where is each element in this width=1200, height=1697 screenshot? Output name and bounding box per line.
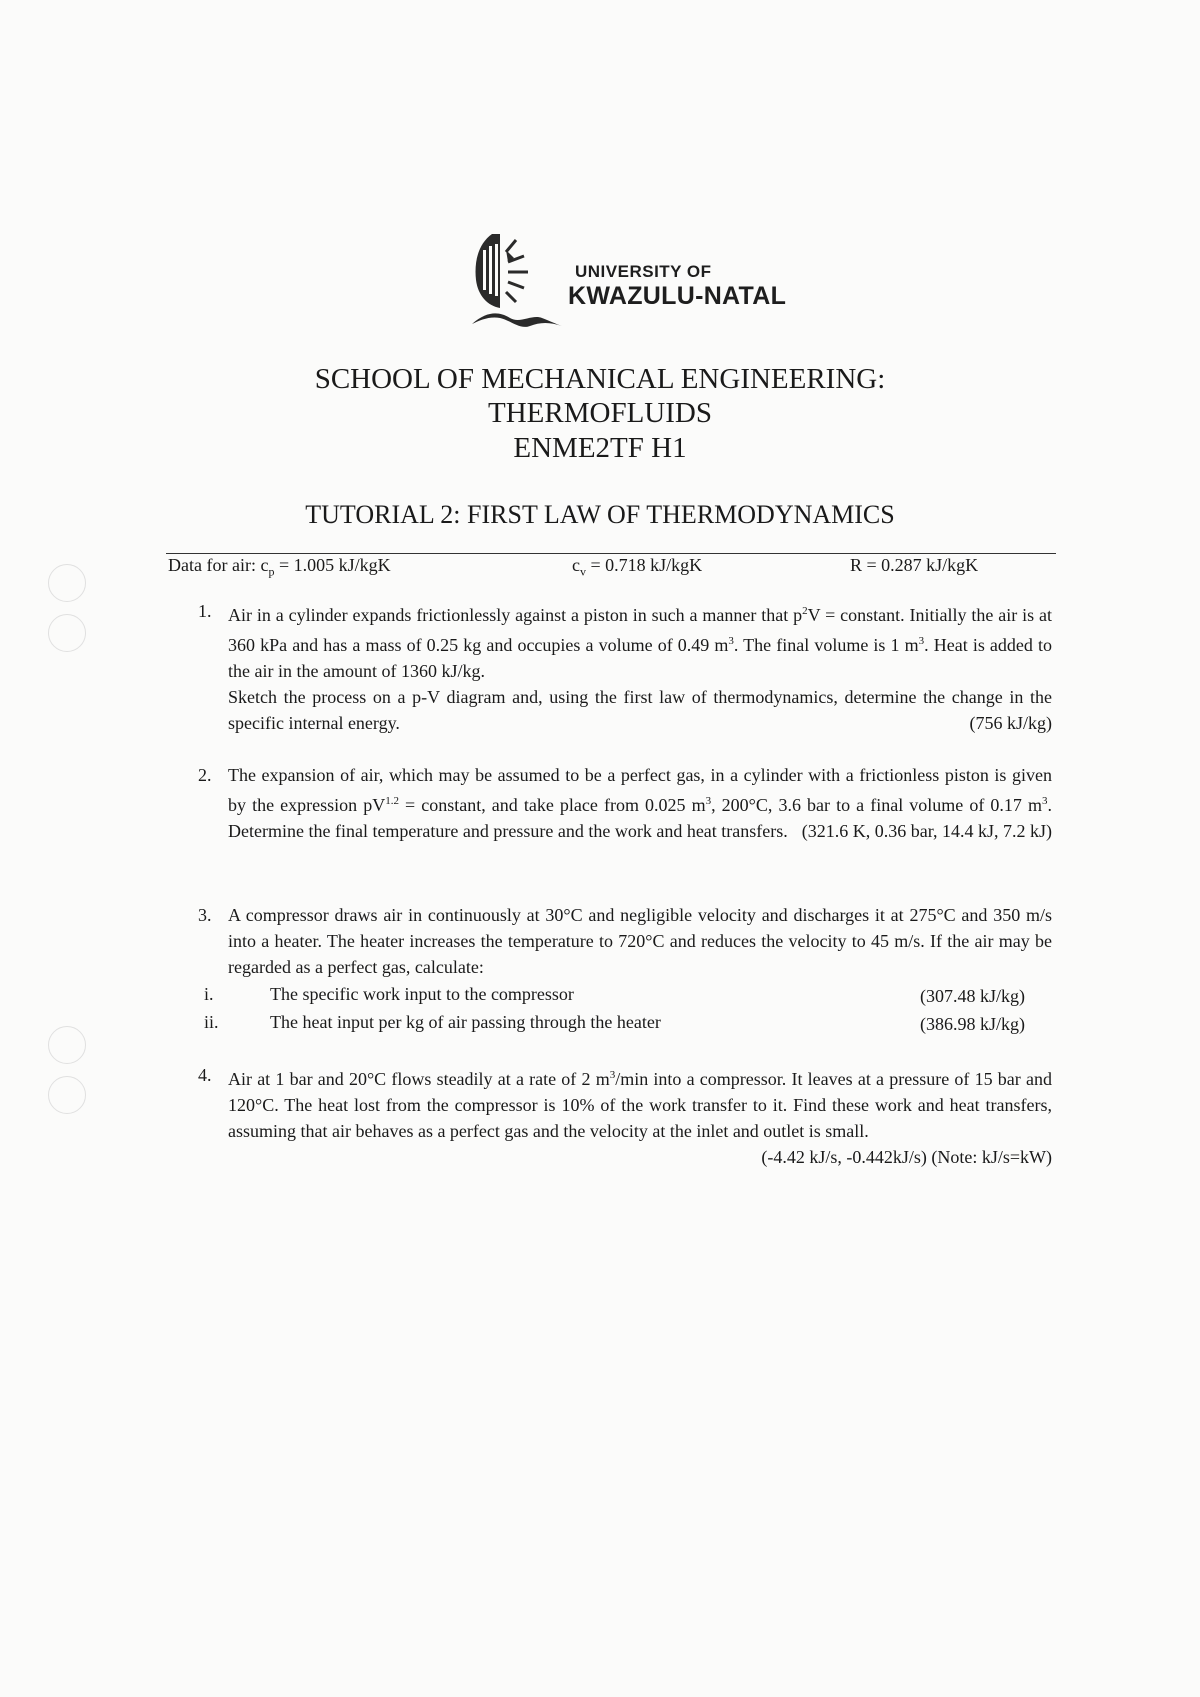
question-number: 2.: [198, 765, 212, 785]
question-number: 4.: [198, 1065, 212, 1085]
punch-hole: [48, 564, 86, 602]
q3-item-ii-number: ii.: [204, 1012, 219, 1032]
answer: (-4.42 kJ/s, -0.442kJ/s) (Note: kJ/s=kW): [761, 1147, 1052, 1167]
answer: (321.6 K, 0.36 bar, 14.4 kJ, 7.2 kJ): [801, 821, 1052, 841]
question-2: 2. The expansion of air, which may be assumed to be a perfect gas, in a cylinder with a frictionless piston is given by the expression $pV^{1.2}$ = constant, and take place from 0.025 $m^3$, 200°C, 3.6 bar to a final volume of 0.17 $m^3$. Determine the final temperature and pressure and the work and heat transfers. (321.6 K, 0.36 bar, 14.4 kJ, 7.2 kJ): [228, 762, 1052, 844]
answer: (756 kJ/kg): [969, 713, 1052, 733]
ukzn-emblem-icon: [470, 222, 565, 332]
subject-heading: THERMOFLUIDS: [488, 397, 712, 429]
tutorial-title: TUTORIAL 2: FIRST LAW OF THERMODYNAMICS: [305, 500, 895, 529]
question-number: 1.: [198, 601, 212, 621]
punch-hole: [48, 614, 86, 652]
data-r: R = 0.287 kJ/kgK: [850, 555, 979, 575]
q3-item-ii-answer: (386.98 kJ/kg): [920, 1014, 1025, 1034]
question-1: 1. Air in a cylinder expands frictionlessly against a piston in such a manner that $p^2V$ = constant. Initially the air is at 360 kPa and has a mass of 0.25 kg and occupies a volume of 0.49 $m^3$. The final volume is 1 $m^3$. Heat is added to the air in the amount of 1360 kJ/kg. Sketch the process on a p-V diagram and, using the first law of thermodynamics, determine the change in the specific internal energy. (756 kJ/kg): [228, 598, 1052, 736]
university-name-line-1: UNIVERSITY OF: [575, 262, 712, 281]
question-4: 4. Air at 1 bar and 20°C flows steadily at a rate of 2 $m^3/\min$ into a compressor. It leaves at a pressure of 15 bar and 120°C. The heat lost from the compressor is 10% of the work transfer to it. Find these work and heat transfers, assuming that air behaves as a perfect gas and the velocity at the inlet and outlet is small. (-4.42 kJ/s, -0.442kJ/s) (Note: kJ/s=kW): [228, 1062, 1052, 1170]
course-code: ENME2TF H1: [513, 432, 687, 464]
question-3: 3. A compressor draws air in continuously at 30°C and negligible velocity and discharges it at 275°C and 350 m/s into a heater. The heater increases the temperature to 720°C and reduces the velocity to 45 m/s. If the air may be regarded as a perfect gas, calculate:: [228, 902, 1052, 980]
university-name-line-2: KWAZULU-NATAL: [568, 282, 787, 310]
q3-item-i-answer: (307.48 kJ/kg): [920, 986, 1025, 1006]
q3-item-i-number: i.: [204, 984, 214, 1004]
question-number: 3.: [198, 905, 212, 925]
university-logo: [470, 222, 790, 342]
data-cp: Data for air: $c_p = 1.005$ kJ/kgK: [168, 555, 391, 579]
data-cv: $c_v = 0.718$ kJ/kgK: [572, 555, 703, 579]
punch-hole: [48, 1026, 86, 1064]
q3-item-ii-text: The heat input per kg of air passing through the heater: [270, 1012, 661, 1032]
data-prefix: Data for air:: [168, 555, 261, 575]
header-divider: [166, 553, 1056, 554]
q3-item-i-text: The specific work input to the compressor: [270, 984, 574, 1004]
punch-hole: [48, 1076, 86, 1114]
school-heading: SCHOOL OF MECHANICAL ENGINEERING:: [314, 363, 886, 395]
